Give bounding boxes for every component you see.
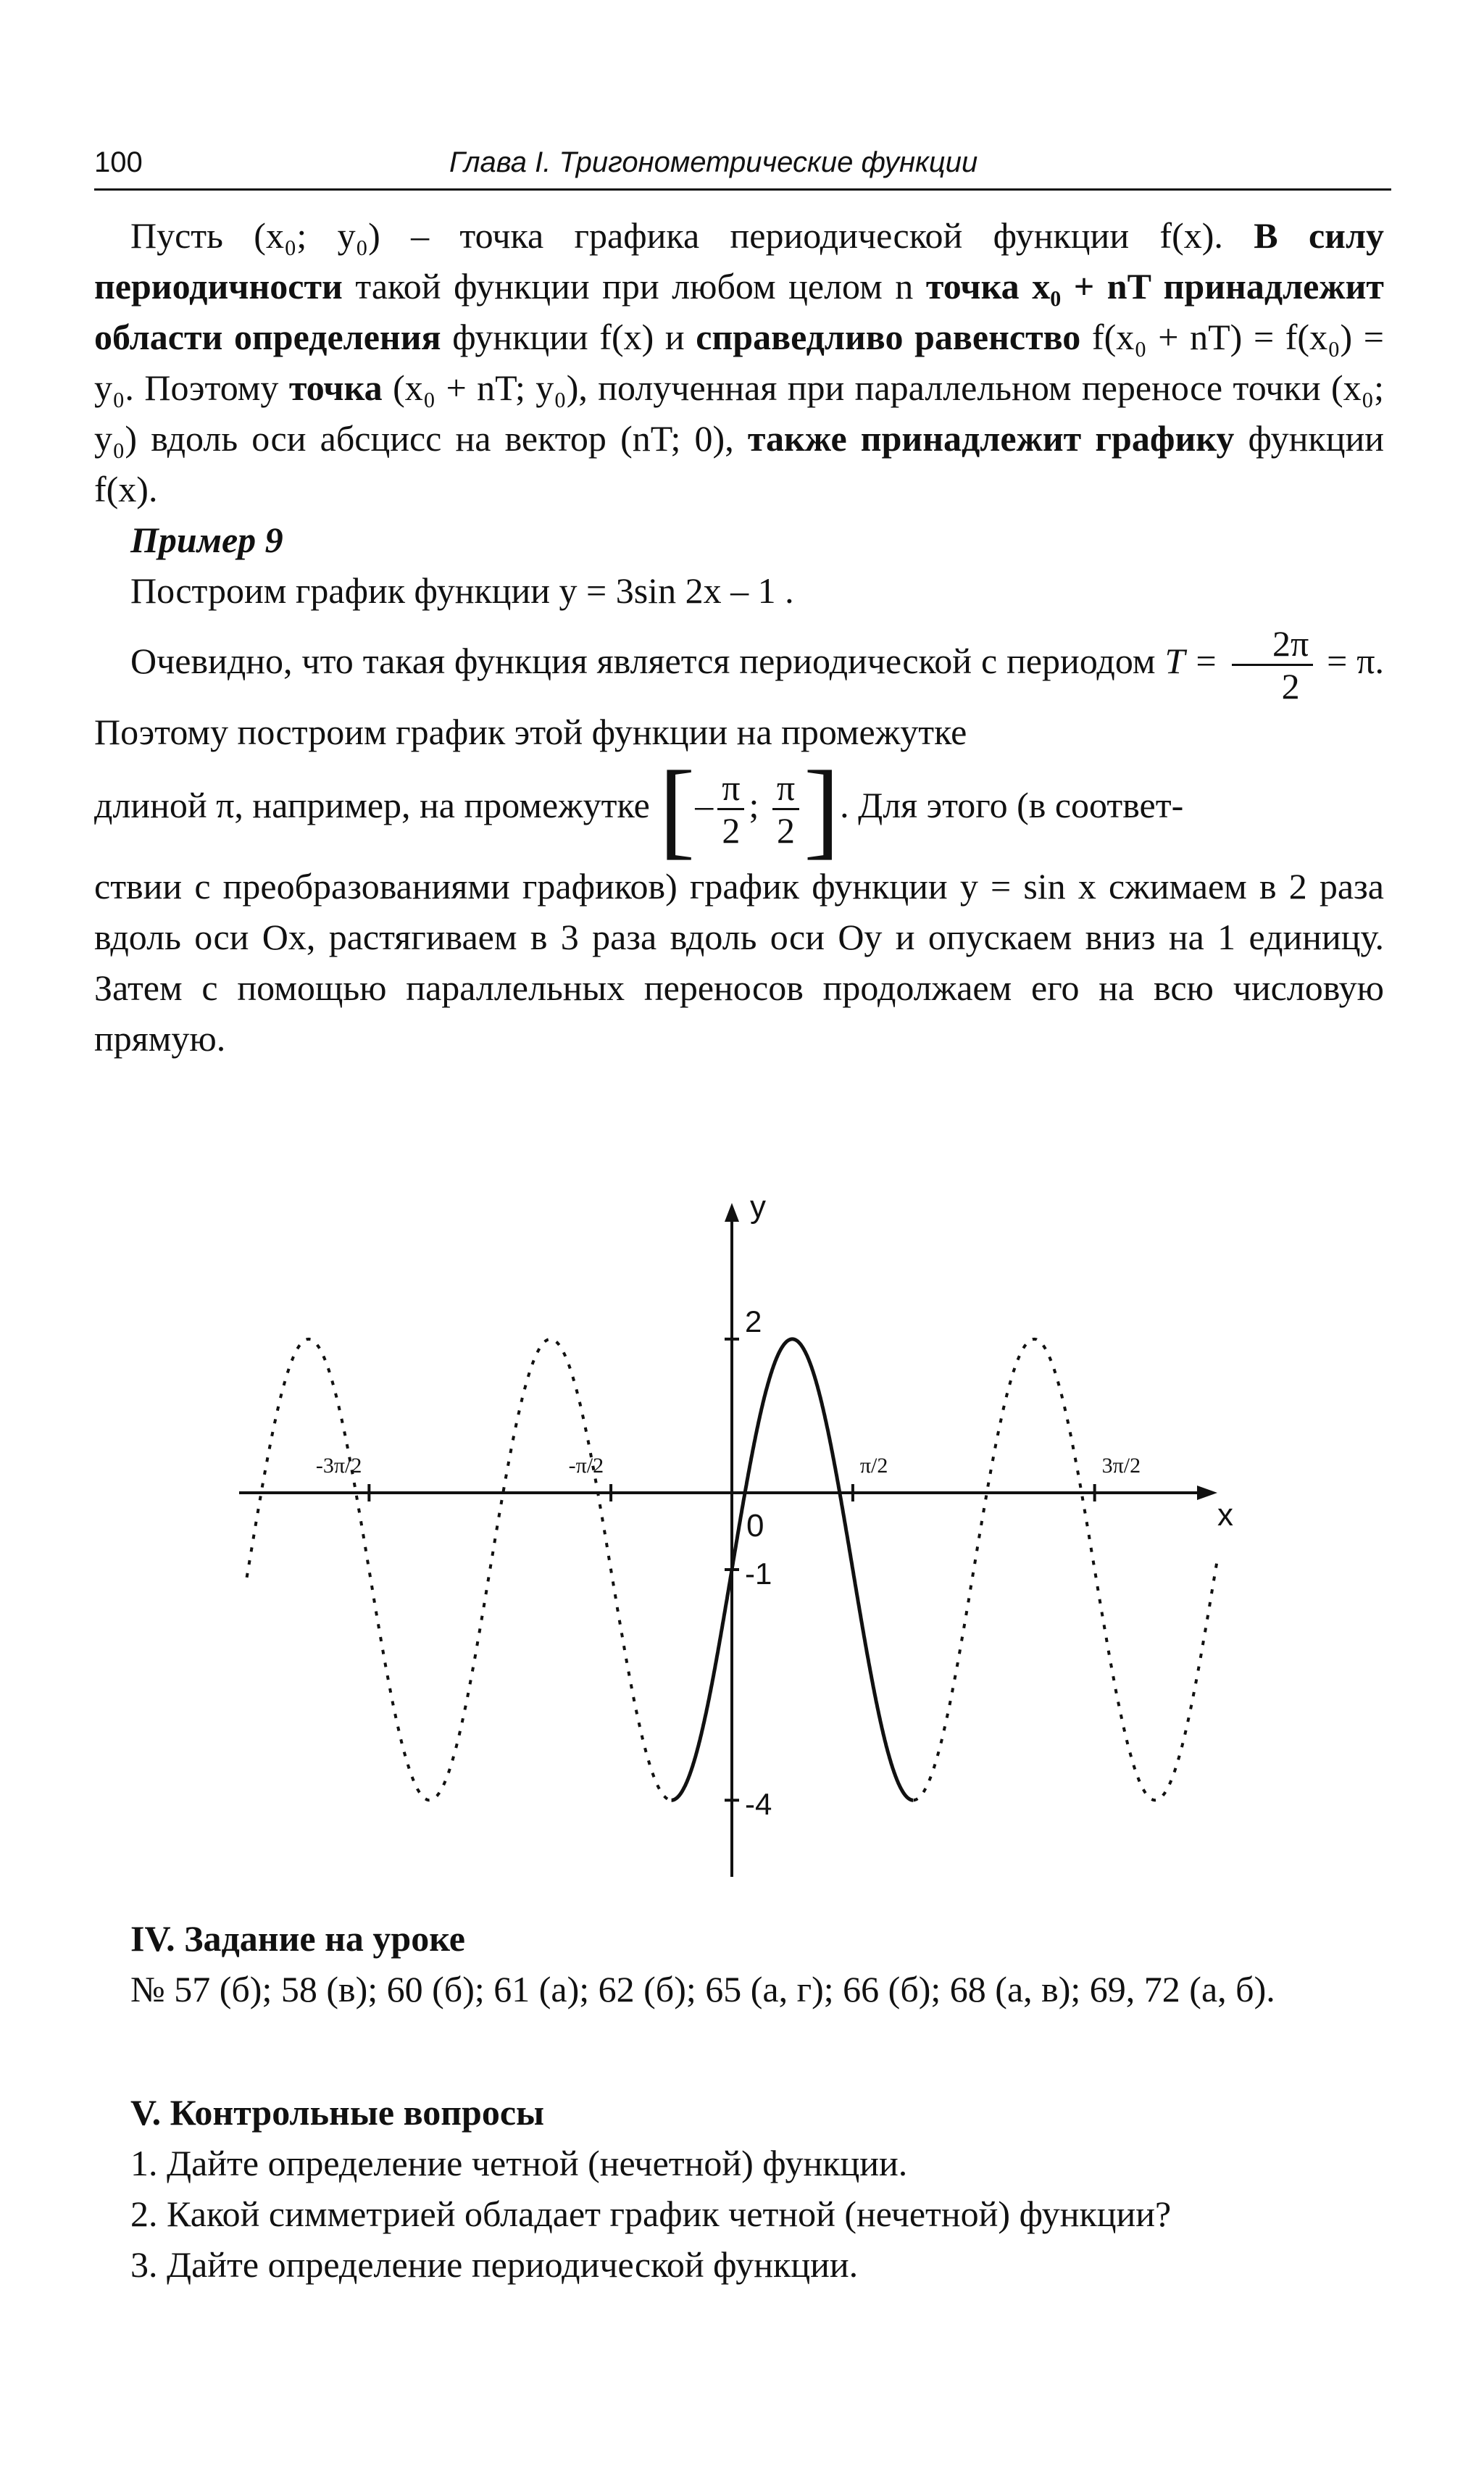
curve-solid [672,1339,914,1800]
x-tick-label: -π/2 [568,1454,604,1478]
periodicity-paragraph: Пусть (x₀; y₀) – точка графика периодической функции f(x). В силу периодичности такой функции при любом целом n точка x₀ + nT принадлежит области определения функции f(x) и справедливо равенство f(x₀ + nT) = f(x₀) = y₀. Поэтому точка (x₀ + nT; y₀), полученная при параллельном переносе точки (x₀; y₀) вдоль оси абсцисс на вектор (nT; 0), также принадлежит графику функции f(x). [94,215,1385,509]
tasks-section [94,1913,1384,2015]
x-tick-label: π/2 [859,1454,888,1478]
function-graph [239,1188,1239,1877]
x-axis-label: x [1217,1497,1233,1533]
page-header [94,142,1391,187]
questions-section [94,2087,1384,2290]
page-number: 100 [94,146,143,178]
ticks [316,1304,1141,1821]
main-text [94,210,1384,1064]
question-3: 3. Дайте определение периодической функции. [130,2244,859,2285]
y-axis-arrow [725,1203,739,1222]
origin-label: 0 [746,1508,764,1544]
example-title: Пример 9 [130,520,283,560]
chapter-title: Глава I. Тригонометрические функции [449,146,978,178]
questions-title: V. Контрольные вопросы [130,2092,545,2133]
question-1: 1. Дайте определение четной (нечетной) функции. [130,2143,908,2183]
period-fraction: $\frac{2\pi}{2}$ [1232,623,1313,707]
interval-right-fraction: $\frac{\pi}{2}$ [772,767,799,851]
interval-left-fraction: $\frac{\pi}{2}$ [717,767,744,851]
question-2: 2. Какой симметрией обладает график четной (нечетной) функции? [130,2194,1172,2234]
y-tick-label: -4 [745,1787,772,1822]
transform-paragraph: ствии с преобразованиями графиков) график функции y = sin x сжимаем в 2 раза вдоль оси Ox, растягиваем в 3 раза вдоль оси Oy и опускаем вниз на 1 единицу. Затем с помощью параллельных переносов продолжаем его на всю числовую прямую. [94,866,1384,1059]
header-rule [94,188,1391,191]
y-axis-label: y [750,1189,766,1225]
y-tick-label: 2 [745,1304,762,1338]
example-statement: Построим график функции y = 3sin 2x – 1 . [130,570,794,611]
x-axis-arrow [1197,1486,1217,1500]
interval-line: длиной π, например, на промежутке [– $\frac{\pi}{2}$ ; $\frac{\pi}{2}$ ]. Для этого (в соответ- [94,749,1184,870]
tasks-title: IV. Задание на уроке [130,1918,465,1959]
tasks-text: № 57 (б); 58 (в); 60 (б); 61 (а); 62 (б); 65 (а, г); 66 (б); 68 (а, в); 69, 72 (а, б). [130,1969,1275,2009]
x-tick-label: 3π/2 [1101,1454,1141,1478]
y-tick-label: -1 [745,1557,772,1591]
x-tick-label: -3π/2 [315,1454,362,1478]
period-paragraph: Очевидно, что такая функция является периодической с периодом T = $\frac{2\pi}{2}$ = π. Поэтому построим график этой функции на промежутке [94,623,1385,752]
